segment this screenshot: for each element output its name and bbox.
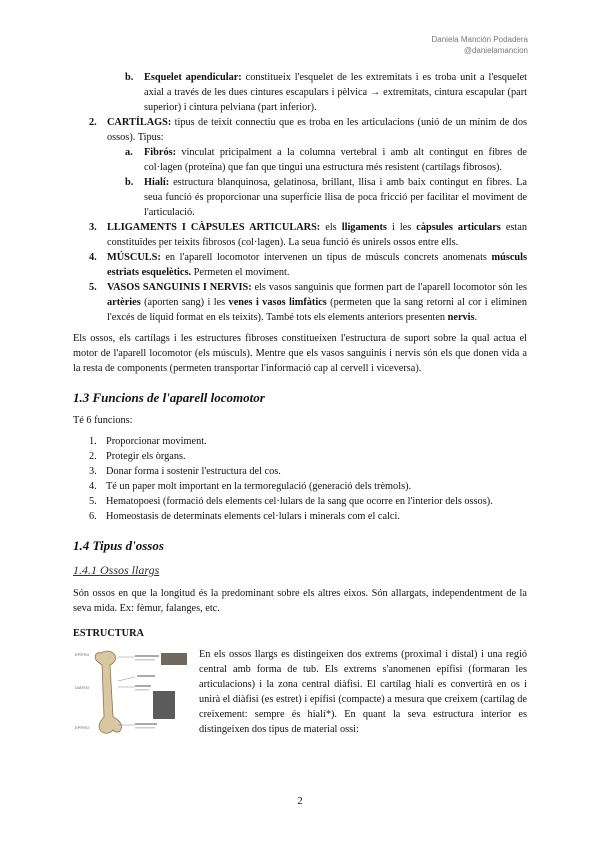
estructura-heading: ESTRUCTURA [73,628,144,639]
funcio-item [89,464,527,479]
list-marker: 4. [89,252,97,263]
femur-illustration [73,647,191,737]
list-item-vasos-nervis [73,280,527,325]
funcions-intro: Té 6 funcions: [73,415,133,426]
list-marker: 4. [89,481,97,492]
subsection-heading-ossos-llargs: 1.4.1 Ossos llargs [73,563,160,577]
list-marker: 3. [89,466,97,477]
term: Fibrós: [144,147,177,158]
section-heading-funcions: 1.3 Funcions de l'aparell locomotor [73,390,265,405]
bold-term: músculs estriats esquelètics. [107,252,527,278]
list-marker: 2. [89,451,97,462]
funcio-text: Proporcionar moviment. [106,436,207,447]
funcio-text: Homeostasis de determinats elements cel·lulars i minerals com el calci. [106,511,400,522]
funcions-list [73,434,527,524]
funcio-item [89,449,527,464]
bold-term: càpsules articulars [416,222,501,233]
funcio-text: Té un paper molt important en la termoregulació (generació dels trèmols). [106,481,412,492]
funcio-item [89,494,527,509]
funcio-item [89,509,527,524]
text-segment: . [474,312,478,323]
funcio-text: Protegir els òrgans. [106,451,186,462]
bold-term: venes i vasos limfàtics [228,297,327,308]
funcio-text: Donar forma i sostenir l'estructura del cos. [106,466,281,477]
label-diafisi: DIÀFISI [75,685,90,690]
text-segment: els [320,222,342,233]
bold-term: nervis [447,312,475,323]
label-epifisi-top: EPÍFISI [75,652,89,657]
ossos-llargs-paragraph: Són ossos en que la longitud és la predominant sobre els altres eixos. Són allargats, independentment de la seva mida. Ex: fèmur, falanges, etc. [73,588,527,614]
text-segment: (permeten que la sang retorni al cor i eliminen l'excés de líquid format en els teixits). També tots els elements anteriors presenten [107,297,528,323]
list-marker: 2. [89,117,97,128]
funcio-item [89,434,527,449]
list-item-esquelet-apendicular [73,70,527,115]
bold-term: artèries [107,297,141,308]
text-segment: estan constituïdes per teixits fibrosos (col·lagen). La seua funció és unirels ossos entre ells. [107,222,527,248]
definition: estructura blanquinosa, gelatinosa, brillant, llisa i amb baix contingut en fibres. La seua funció és proporcionar una superfície llisa de poca fricció per facilitar el moviment de l'articulació. [144,177,527,218]
bold-term: lligaments [341,222,387,233]
term: Hialí: [144,177,170,188]
list-item-hiali [73,175,527,220]
estructura-paragraph: En els ossos llargs es distingeixen dos extrems (proximal i distal) i una regió central amb forma de tub. Els extrems s'anomenen epífisi (formaran les articulacions) i la zona central diàfisi. El cartílag hialí es convertirà en os i unirà el diàfisi (es estret) i epífisi (compacte) a mesura que creixem (cartílag de creixement: sempre és hialí*). En quant la seva estructura interior es distingeixen dos tipus de material ossi: [199,649,527,735]
estructura-block [73,647,527,747]
page-number: 2 [297,795,303,807]
term: VASOS SANGUINIS I NERVIS: [107,282,252,293]
term: LLIGAMENTS I CÀPSULES ARTICULARS: [107,222,321,233]
section-heading-tipus-ossos: 1.4 Tipus d'ossos [73,538,164,553]
list-marker: 3. [89,222,97,233]
text-segment: Permeten el moviment. [191,267,290,278]
list-marker: 1. [89,436,97,447]
list-marker: a. [125,147,133,158]
text-segment: i les [386,222,417,233]
term: MÚSCULS: [107,252,161,263]
list-item-fibros [73,145,527,175]
list-marker: b. [125,177,134,188]
summary-paragraph: Els ossos, els cartílags i les estructures fibroses constitueixen l'estructura de suport sobre la qual actua el motor de l'aparell locomotor (els músculs). Mentre que els vasos sanguinis i nervis són els que donen vida a la resta de components (permeten transportar l'informació cap al cervell i viceversa). [73,333,527,374]
definition: tipus de teixit connectiu que es troba en les articulacions (unió de un mínim de dos ossos). Tipus: [107,117,527,143]
list-item-cartilags [73,115,527,145]
funcio-item [89,479,527,494]
text-segment: (aporten sang) i les [140,297,229,308]
definition: constitueix l'esquelet de les extremitats i es troba unit a l'esquelet axial a través de les dues cintures escapulars i pèlvica → extremitats, cintura escapular (part superior) i cintura pelviana (part inferior). [144,72,527,113]
list-marker: 6. [89,511,97,522]
author-name: Daniela Manción Podadera [431,35,528,44]
list-marker: 5. [89,496,97,507]
label-epifisi-bottom: EPÍFISI [75,725,89,730]
text-segment: els vasos sanguinis que formen part de l'aparell locomotor són les [251,282,528,293]
list-marker: 5. [89,282,97,293]
funcio-text: Hematopoesi (formació dels elements cel·lulars de la sang que ocorre en l'interior dels ossos). [106,496,493,507]
long-bone-figure [73,647,191,737]
list-marker: b. [125,72,134,83]
term: CARTÍLAGS: [107,117,172,128]
text-segment: en l'aparell locomotor intervenen un tipus de músculs concrets anomenats [160,252,492,263]
list-item-musculs [73,250,527,280]
page-header [431,34,528,56]
author-handle: @danielamancion [463,46,528,55]
page-content [73,70,527,747]
list-item-lligaments [73,220,527,250]
definition: vinculat pricipalment a la columna vertebral i amb alt contingut en fibres de col·lagen (proteïna) que fan que tingui una estructura més resistent (cartílags fibrosos). [144,147,527,173]
term: Esquelet apendicular: [144,72,242,83]
